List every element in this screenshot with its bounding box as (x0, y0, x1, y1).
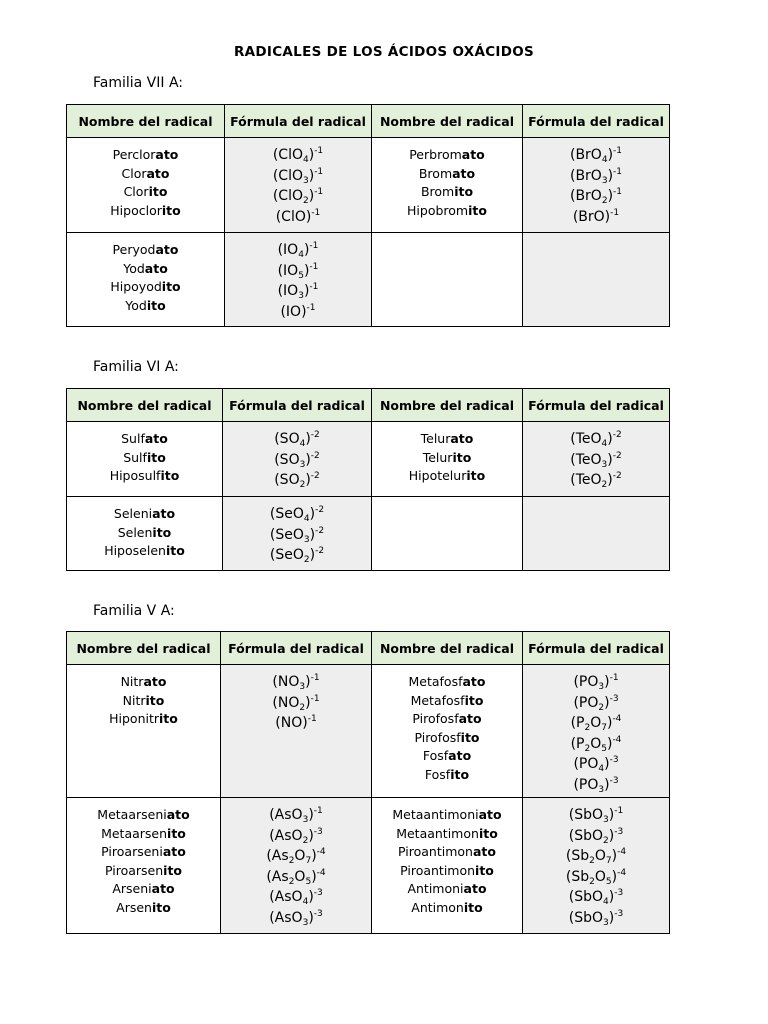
table-family-v-a (66, 631, 670, 934)
header-nombre-del-radical: Nombre del radical (372, 105, 523, 138)
table-row (67, 665, 670, 798)
radical-formula: $(ClO_3)^{-1}$ (272, 166, 324, 186)
name-cell (372, 138, 523, 233)
radical-name: Peryodato (112, 242, 179, 257)
radical-formula: $(SeO_3)^{-2}$ (269, 525, 325, 545)
name-cell (372, 665, 523, 798)
radical-name: Hiponitrito (109, 711, 178, 726)
radical-formula: $(ClO_2)^{-1}$ (272, 187, 324, 206)
header-nombre-del-radical: Nombre del radical (67, 389, 223, 422)
radical-name: Piroarseniato (101, 844, 186, 859)
table-family-vi-a (66, 388, 670, 571)
radical-formula: $(NO_2)^{-1}$ (272, 693, 320, 713)
family-label-vi-a: Familia VI A: (93, 359, 179, 375)
radical-name: Nitrato (120, 674, 167, 689)
radical-name: Metafosfato (408, 674, 486, 689)
radical-formula: $(SbO_3)^{-3}$ (568, 908, 624, 928)
radical-formula: $(IO_4)^{-1}$ (277, 241, 319, 260)
formula-cell (221, 665, 372, 798)
name-cell (372, 798, 523, 934)
radical-formula: $(IO_3)^{-1}$ (277, 282, 319, 301)
radical-formula: (NO)$^{-1}$ (275, 714, 317, 731)
table-header-row (67, 105, 670, 138)
radical-name: Metaantimoniato (392, 807, 502, 822)
formula-cell (523, 138, 670, 233)
name-cell (67, 422, 223, 497)
name-cell (372, 497, 523, 571)
radical-formula: $(SbO_3)^{-1}$ (568, 806, 624, 825)
table-row (67, 798, 670, 934)
radical-formula: $(BrO_3)^{-1}$ (569, 166, 623, 186)
header-formula-del-radical: Fórmula del radical (225, 105, 372, 138)
name-cell (372, 233, 523, 327)
formula-cell (225, 138, 372, 233)
radical-formula: $(As_2O_7)^{-4}$ (266, 847, 326, 866)
radical-name: Perclorato (112, 147, 179, 162)
radical-name: Sulfito (123, 449, 166, 465)
table-header-row (67, 389, 670, 422)
radical-formula: $(As_2O_5)^{-4}$ (266, 867, 326, 887)
header-formula-del-radical: Fórmula del radical (523, 389, 670, 422)
radical-name: Arseniato (112, 881, 175, 896)
radical-name: Bromito (420, 184, 474, 199)
radical-name: Pirofosfito (414, 729, 480, 745)
radical-formula: $(PO_2)^{-3}$ (573, 693, 619, 713)
page-title: RADICALES DE LOS ÁCIDOS OXÁCIDOS (233, 44, 535, 60)
family-label-v-a: Familia V A: (93, 603, 175, 619)
radical-formula: $(TeO_4)^{-2}$ (570, 430, 622, 449)
name-cell (67, 233, 225, 327)
radical-formula: $(NO_3)^{-1}$ (272, 673, 320, 692)
radical-formula: $(SO_4)^{-2}$ (274, 430, 320, 449)
radical-name: Yodato (123, 260, 168, 276)
radical-name: Bromato (418, 165, 476, 181)
name-cell (67, 497, 223, 571)
radical-name: Seleniato (113, 506, 176, 521)
name-cell (372, 422, 523, 497)
radical-name: Antimonito (411, 899, 483, 915)
radical-formula: (ClO)$^{-1}$ (275, 207, 321, 225)
header-nombre-del-radical: Nombre del radical (67, 105, 225, 138)
formula-cell (523, 233, 670, 327)
header-nombre-del-radical: Nombre del radical (372, 632, 523, 665)
radical-name: Hiposelenito (104, 543, 185, 558)
header-formula-del-radical: Fórmula del radical (523, 632, 670, 665)
radical-name: Hipoclorito (110, 202, 181, 218)
radical-formula: $(IO_5)^{-1}$ (277, 261, 319, 281)
radical-name: Pirofosfato (412, 711, 482, 726)
radical-name: Telurato (420, 431, 474, 446)
formula-cell (523, 422, 670, 497)
radical-formula: $(PO_3)^{-3}$ (573, 775, 619, 795)
radical-name: Hipoyodito (110, 279, 181, 294)
radical-name: Hipobromito (407, 202, 487, 218)
radical-formula: $(PO_4)^{-3}$ (573, 755, 619, 774)
radical-name: Perbromato (409, 147, 485, 162)
table-row (67, 497, 670, 571)
radical-formula: $(AsO_2)^{-3}$ (269, 826, 323, 846)
radical-formula: $(BrO_4)^{-1}$ (569, 146, 623, 165)
radical-name: Piroarsenito (104, 862, 183, 878)
radical-formula: $(ClO_4)^{-1}$ (272, 146, 324, 165)
radical-name: Selenito (117, 524, 172, 540)
radical-formula: $(AsO_3)^{-3}$ (269, 908, 323, 928)
name-cell (67, 798, 221, 934)
radical-formula: $(TeO_2)^{-2}$ (570, 471, 622, 490)
radical-formula: $(SeO_2)^{-2}$ (269, 546, 325, 565)
formula-cell (223, 422, 372, 497)
radical-name: Metaarsenito (101, 825, 186, 841)
formula-cell (523, 798, 670, 934)
radical-name: Telurito (422, 449, 472, 465)
radical-name: Clorato (121, 165, 170, 181)
radical-formula: $(P_2O_7)^{-4}$ (570, 714, 622, 733)
radical-formula: $(SbO_2)^{-3}$ (568, 826, 624, 846)
family-label-vii-a: Familia VII A: (93, 75, 184, 91)
radical-name: Hipotelurito (408, 468, 486, 483)
formula-cell (523, 497, 670, 571)
header-formula-del-radical: Fórmula del radical (223, 389, 372, 422)
radical-name: Metaarseniato (97, 807, 190, 822)
radical-formula: $(SeO_4)^{-2}$ (269, 505, 325, 524)
radical-formula: $(SO_2)^{-2}$ (274, 471, 320, 490)
radical-name: Metafosfito (410, 692, 484, 708)
radical-name: Antimoniato (407, 881, 487, 896)
header-nombre-del-radical: Nombre del radical (372, 389, 523, 422)
radical-formula: $(SO_3)^{-2}$ (274, 450, 320, 470)
table-header-row (67, 632, 670, 665)
radical-name: Metaantimonito (396, 825, 498, 841)
radical-name: Hiposulfito (109, 468, 180, 483)
radical-name: Fosfato (422, 748, 472, 763)
radical-name: Yodito (125, 297, 166, 313)
radical-formula: $(AsO_4)^{-3}$ (269, 888, 323, 907)
radical-name: Nitrito (122, 692, 165, 708)
header-formula-del-radical: Fórmula del radical (221, 632, 372, 665)
radical-formula: $(P_2O_5)^{-4}$ (570, 734, 622, 754)
formula-cell (223, 497, 372, 571)
radical-name: Piroantimonato (398, 844, 496, 859)
radical-formula: (BrO)$^{-1}$ (572, 207, 620, 225)
radical-name: Clorito (123, 184, 168, 199)
formula-cell (221, 798, 372, 934)
name-cell (67, 665, 221, 798)
radical-formula: $(BrO_2)^{-1}$ (569, 187, 623, 206)
radical-formula: (IO)$^{-1}$ (280, 302, 316, 320)
table-row (67, 422, 670, 497)
radical-name: Sulfato (121, 431, 168, 446)
table-family-vii-a (66, 104, 670, 327)
radical-formula: $(AsO_3)^{-1}$ (269, 806, 323, 825)
radical-name: Arsenito (116, 899, 171, 915)
radical-formula: $(SbO_4)^{-3}$ (568, 888, 624, 907)
table-row (67, 233, 670, 327)
formula-cell (523, 665, 670, 798)
radical-name: Piroantimonito (400, 862, 494, 878)
radical-name: Fosfito (424, 766, 470, 782)
radical-formula: $(TeO_3)^{-2}$ (570, 450, 622, 470)
radical-formula: $(Sb_2O_7)^{-4}$ (565, 847, 627, 866)
header-nombre-del-radical: Nombre del radical (67, 632, 221, 665)
radical-formula: $(PO_3)^{-1}$ (573, 673, 619, 692)
table-row (67, 138, 670, 233)
header-formula-del-radical: Fórmula del radical (523, 105, 670, 138)
formula-cell (225, 233, 372, 327)
name-cell (67, 138, 225, 233)
radical-formula: $(Sb_2O_5)^{-4}$ (565, 867, 627, 887)
